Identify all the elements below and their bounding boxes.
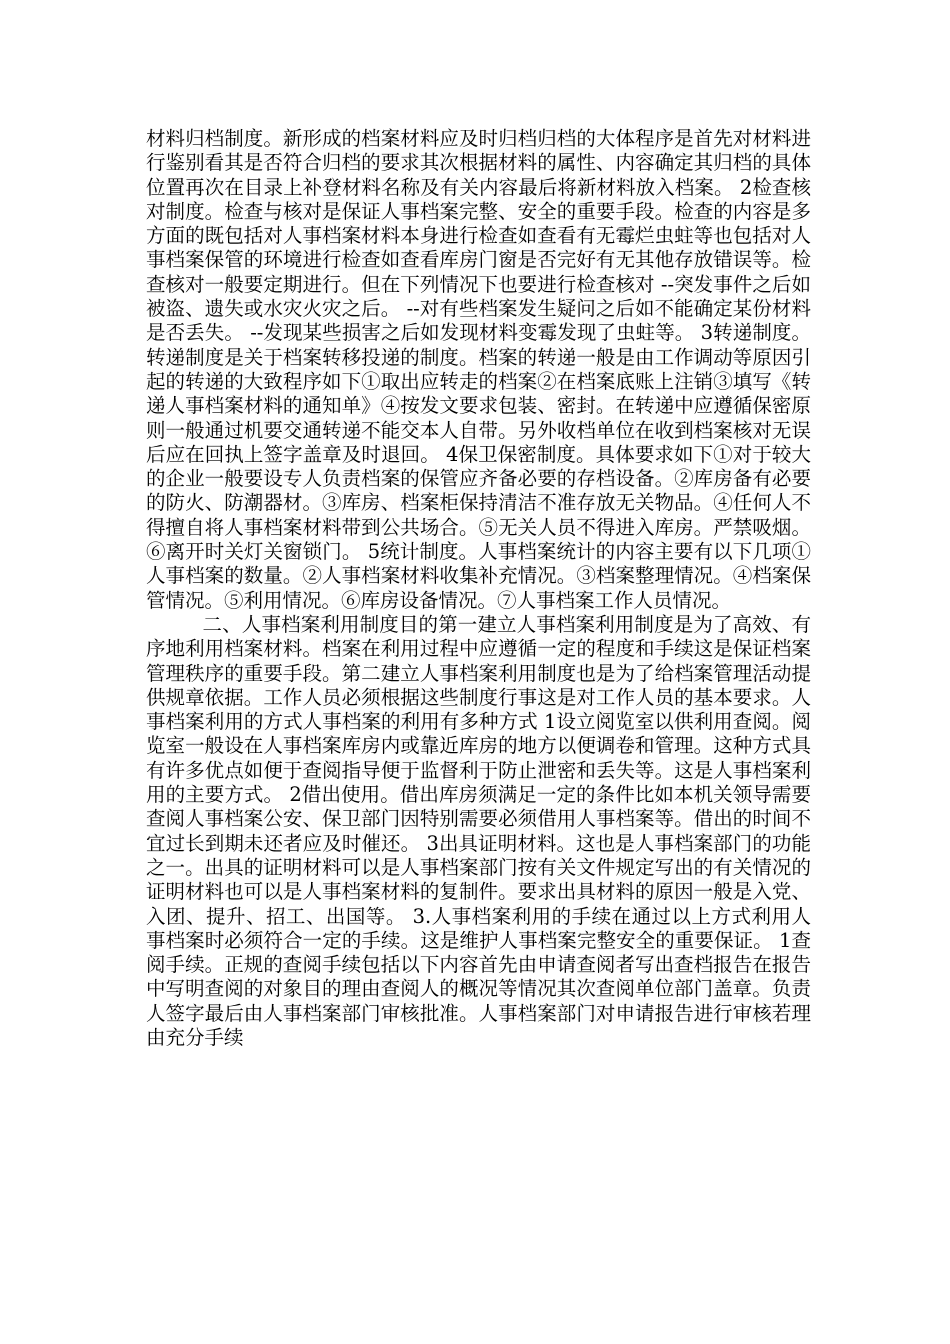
paragraph-archiving-rules: 材料归档制度。新形成的档案材料应及时归档归档的大体程序是首先对材料进行鉴别看其是否符合归档的要求其次根据材料的属性、内容确定其归档的具体位置再次在目录上补登材料名称及有关内容最后将新材料放入档案。 2检查核对制度。检查与核对是保证人事档案完整、安全的重要手段。检查的内容是多方面的既包括对人事档案材料本身进行检查如查看有无霉烂虫蛀等也包括对人事档案保管的环境进行检查如查看库房门窗是否完好有无其他存放错误等。检查核对一般要定期进行。但在下列情况下也要进行检查核对 --突发事件之后如被盗、遗失或水灾火灾之后。 --对有些档案发生疑问之后如不能确定某份材料是否丢失。 --发现某些损害之后如发现材料变霉发现了虫蛀等。 3转递制度。转递制度是关于档案转移投递的制度。档案的转递一般是由工作调动等原因引起的转递的大致程序如下①取出应转走的档案②在档案底账上注销③填写《转递人事档案材料的通知单》④按发文要求包装、密封。在转递中应遵循保密原则一般通过机要交通转递不能交本人自带。另外收档单位在收到档案核对无误后应在回执上签字盖章及时退回。 4保卫保密制度。具体要求如下①对于较大的企业一般要设专人负责档案的保管应齐备必要的存档设备。②库房备有必要的防火、防潮器材。③库房、档案柜保持清洁不准存放无关物品。④任何人不得擅自将人事档案材料带到公共场合。⑤无关人员不得进入库房。严禁吸烟。⑥离开时关灯关窗锁门。 5统计制度。人事档案统计的内容主要有以下几项①人事档案的数量。②人事档案材料收集补充情况。③档案整理情况。④档案保管情况。⑤利用情况。⑥库房设备情况。⑦人事档案工作人员情况。 [146,127,811,612]
document-body [146,127,811,1050]
paragraph-usage-rules: 二、人事档案利用制度目的第一建立人事档案利用制度是为了高效、有序地利用档案材料。档案在利用过程中应遵循一定的程度和手续这是保证档案管理秩序的重要手段。第二建立人事档案利用制度也是为了给档案管理活动提供规章依据。工作人员必须根据这些制度行事这是对工作人员的基本要求。人事档案利用的方式人事档案的利用有多种方式 1设立阅览室以供利用查阅。阅览室一般设在人事档案库房内或靠近库房的地方以便调卷和管理。这种方式具有许多优点如便于查阅指导便于监督利于防止泄密和丢失等。这是人事档案利用的主要方式。 2借出使用。借出库房须满足一定的条件比如本机关领导需要查阅人事档案公安、保卫部门因特别需要必须借用人事档案等。借出的时间不宜过长到期未还者应及时催还。 3出具证明材料。这也是人事档案部门的功能之一。出具的证明材料可以是人事档案部门按有关文件规定写出的有关情况的证明材料也可以是人事档案材料的复制件。要求出具材料的原因一般是入党、入团、提升、招工、出国等。 3.人事档案利用的手续在通过以上方式利用人事档案时必须符合一定的手续。这是维护人事档案完整安全的重要保证。 1查阅手续。正规的查阅手续包括以下内容首先由申请查阅者写出查档报告在报告中写明查阅的对象目的理由查阅人的概况等情况其次查阅单位部门盖章。负责人签字最后由人事档案部门审核批准。人事档案部门对申请报告进行审核若理由充分手续 [146,612,811,1049]
